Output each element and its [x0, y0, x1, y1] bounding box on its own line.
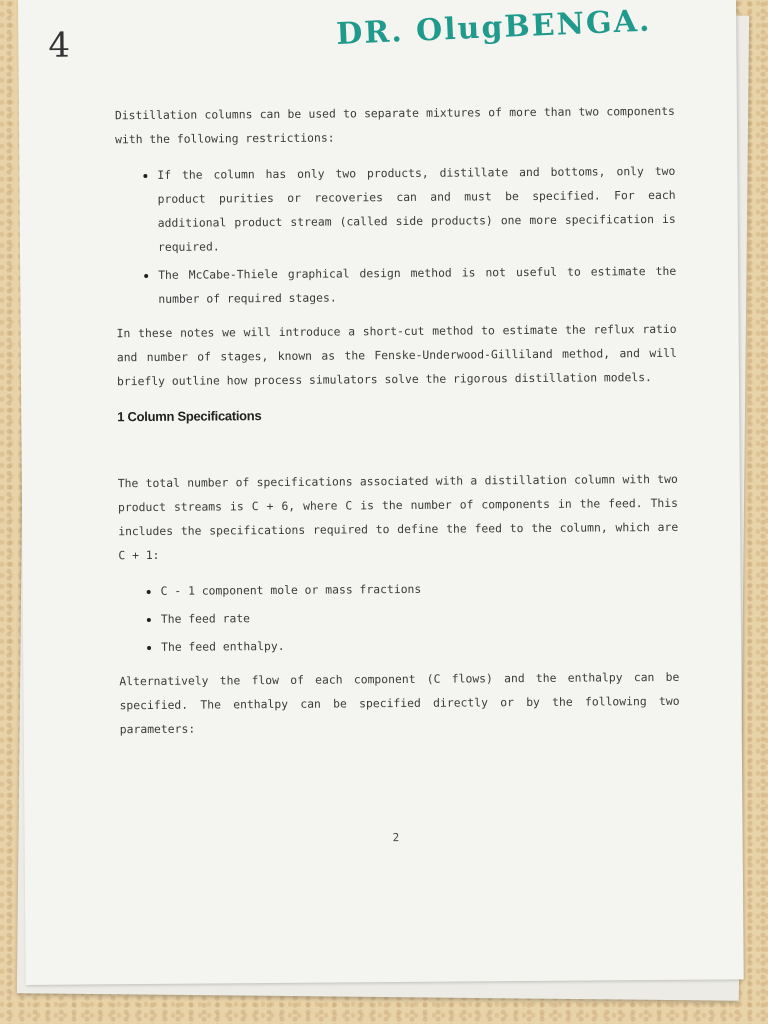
page-number: 2 [392, 831, 400, 845]
handwritten-mark: 4 [48, 25, 71, 66]
list-item: • If the column has only two products, distillate and bottoms, only two product purities or recoveries can and must be specified. For each additional product stream (called side products) one more specification is required. [157, 159, 676, 259]
specifications-paragraph: The total number of specifications associated with a distillation column with two product streams is C + 6, where C is the number of components in the feed. This includes the specifications required to define the feed to the column, which are C + 1: [117, 471, 679, 563]
list-item: • The feed enthalpy. [161, 631, 679, 659]
section-heading: 1 Column Specifications [117, 408, 262, 425]
document-body [115, 99, 680, 753]
notes-paragraph: In these notes we will introduce a short-cut method to estimate the reflux ratio and number of stages, known as the Fenske-Underwood-Gilliland method, and will briefly outline how process simulators solve the rigorous distillation models. [116, 321, 677, 389]
list-item: • C - 1 component mole or mass fractions [161, 575, 679, 603]
closing-paragraph: Alternatively the flow of each component (C flows) and the enthalpy can be specified. The enthalpy can be specified directly or by the following two parameters: [119, 669, 680, 737]
list-item: • The feed rate [161, 603, 679, 631]
intro-paragraph: Distillation columns can be used to separate mixtures of more than two components with the following restrictions: [114, 103, 675, 147]
handwritten-name: DR. OlugBENGA. [335, 3, 652, 52]
restrictions-list [115, 159, 676, 311]
list-item: • The McCabe-Thiele graphical design method is not useful to estimate the number of required stages. [158, 259, 676, 311]
document-page [18, 0, 744, 985]
feed-specifications-list [119, 575, 680, 659]
